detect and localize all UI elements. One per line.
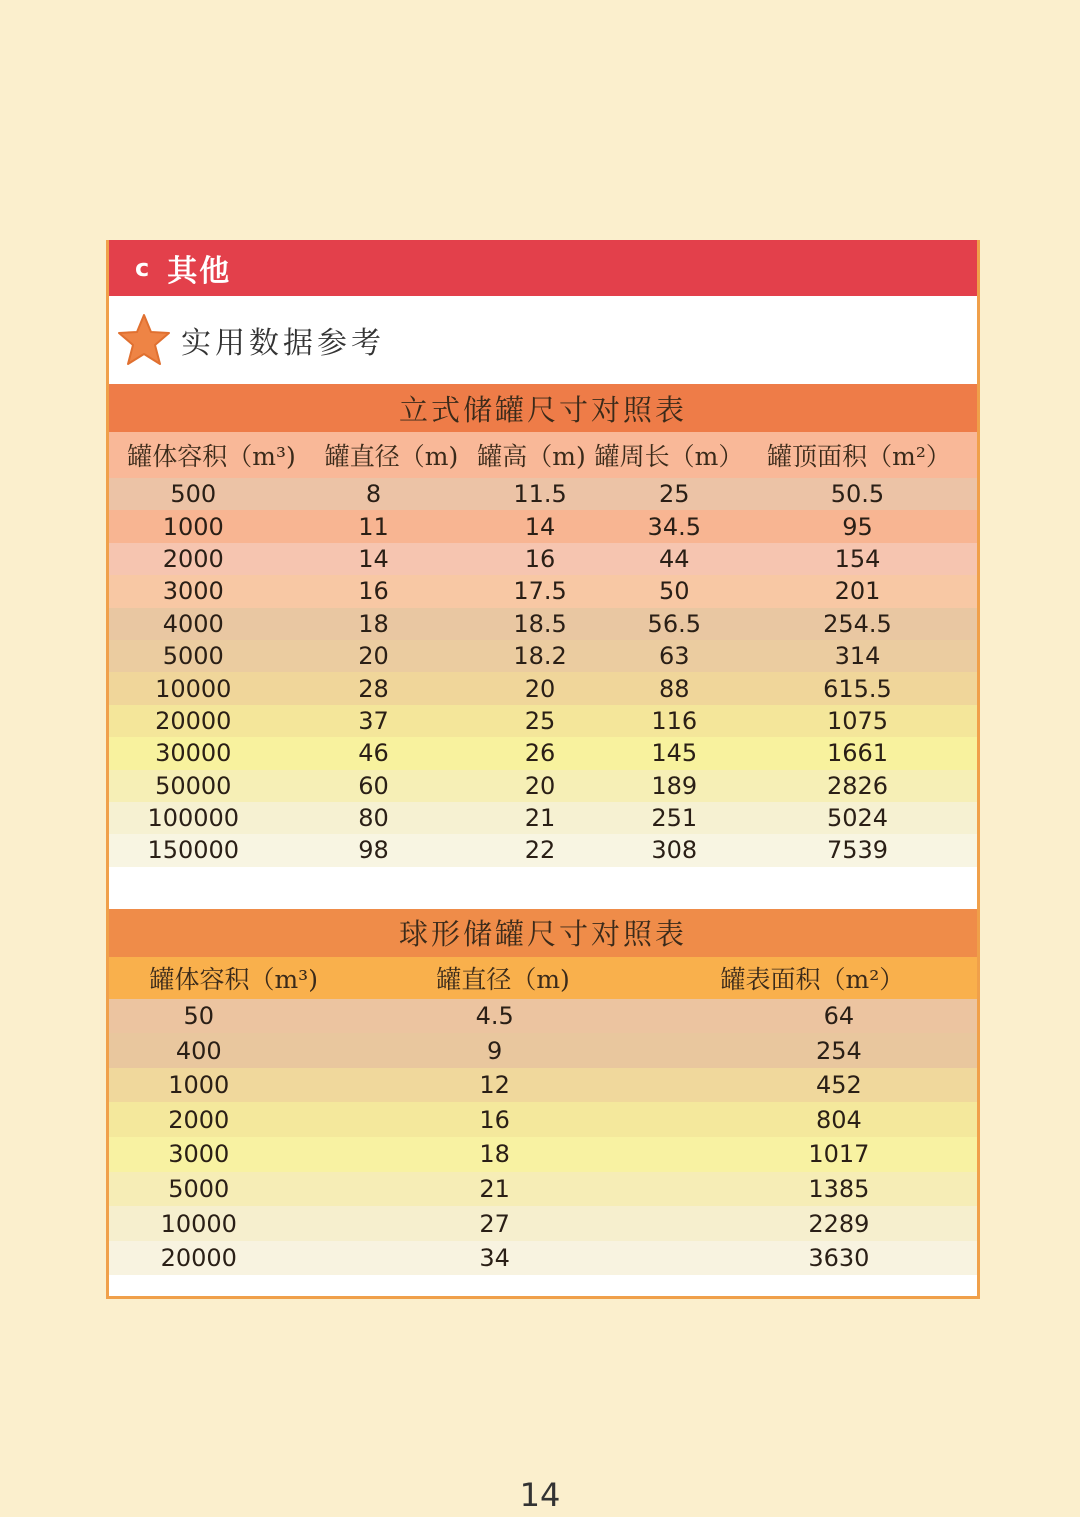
table-cell: 16: [524, 544, 556, 573]
table-cell: 16: [358, 577, 389, 606]
table-cell: 2289: [808, 1209, 870, 1238]
table-cell: 1075: [826, 706, 889, 735]
section-title: 其他: [167, 254, 232, 289]
table-cell: 63: [659, 642, 690, 671]
vertical-table-title: 立式储罐尺寸对照表: [109, 384, 977, 432]
vertical-table-body: [109, 478, 977, 867]
spherical-table-header: [109, 957, 977, 999]
table-cell: 20: [358, 642, 389, 671]
table-cell: 14: [358, 544, 389, 573]
section-letter: c: [135, 254, 150, 282]
table-cell: 3000: [162, 577, 224, 606]
table-cell: 34.5: [647, 512, 701, 541]
table-cell: 2000: [168, 1105, 230, 1134]
table-cell: 64: [823, 1001, 855, 1030]
table-cell: 37: [358, 706, 389, 735]
table-cell: 3630: [808, 1244, 870, 1273]
vertical-table-header: [109, 432, 977, 478]
header-surface-area: 罐表面积（m²）: [720, 964, 905, 994]
spherical-table-body: [109, 999, 977, 1276]
table-row: [109, 672, 977, 704]
vertical-tank-table: [109, 384, 977, 867]
table-cell: 100000: [147, 804, 240, 833]
table-cell: 27: [479, 1209, 510, 1238]
table-cell: 500: [170, 480, 217, 509]
header-circumference: 罐周长（m）: [594, 442, 744, 471]
table-cell: 26: [524, 739, 556, 768]
header-roof-area: 罐顶面积（m²）: [767, 442, 951, 471]
table-cell: 4.5: [475, 1001, 514, 1030]
table-cell: 7539: [826, 836, 889, 865]
table-cell: 150000: [147, 836, 240, 865]
table-cell: 254: [816, 1036, 862, 1065]
table-cell: 1000: [162, 512, 224, 541]
table-cell: 44: [659, 544, 690, 573]
star-icon: [117, 313, 171, 367]
table-cell: 18.2: [513, 642, 567, 671]
content-card: [106, 240, 980, 1299]
subheading-text: 实用数据参考: [181, 326, 385, 361]
table-cell: 452: [816, 1071, 862, 1100]
table-cell: 8: [365, 480, 382, 509]
table-row: [109, 999, 977, 1034]
header-volume: 罐体容积（m³): [127, 442, 296, 471]
table-cell: 50: [659, 577, 690, 606]
table-row: [109, 1137, 977, 1172]
table-row: [109, 1172, 977, 1207]
table-cell: 25: [524, 706, 556, 735]
table-cell: 314: [834, 642, 881, 671]
table-cell: 1661: [826, 739, 889, 768]
table-cell: 50: [183, 1001, 215, 1030]
table-cell: 28: [358, 674, 389, 703]
table-cell: 11: [358, 512, 389, 541]
table-cell: 201: [834, 577, 881, 606]
table-cell: 95: [842, 512, 873, 541]
header-diameter: 罐直径（m): [436, 964, 570, 994]
table-row: [109, 1068, 977, 1103]
table-cell: 56.5: [647, 609, 701, 638]
table-cell: 251: [651, 804, 698, 833]
table-cell: 18.5: [513, 609, 567, 638]
table-row: [109, 705, 977, 737]
table-row: [109, 834, 977, 866]
table-cell: 254.5: [823, 609, 892, 638]
table-cell: 4000: [162, 609, 224, 638]
table-row: [109, 543, 977, 575]
table-cell: 10000: [160, 1209, 237, 1238]
table-cell: 804: [816, 1105, 862, 1134]
header-diameter: 罐直径（m): [324, 442, 459, 471]
table-cell: 11.5: [513, 480, 567, 509]
table-cell: 5000: [168, 1174, 230, 1203]
table-row: [109, 802, 977, 834]
table-cell: 22: [524, 836, 556, 865]
table-cell: 14: [524, 512, 556, 541]
table-cell: 60: [358, 771, 389, 800]
table-cell: 3000: [168, 1140, 230, 1169]
table-cell: 2826: [826, 771, 889, 800]
table-row: [109, 1102, 977, 1137]
table-cell: 88: [659, 674, 690, 703]
table-cell: 308: [651, 836, 698, 865]
table-row: [109, 575, 977, 607]
table-row: [109, 608, 977, 640]
spherical-table-title: 球形储罐尺寸对照表: [109, 909, 977, 957]
table-cell: 20000: [160, 1244, 237, 1273]
table-row: [109, 1241, 977, 1276]
table-cell: 46: [358, 739, 389, 768]
table-cell: 12: [479, 1071, 510, 1100]
table-cell: 16: [479, 1105, 510, 1134]
table-row: [109, 510, 977, 542]
table-cell: 9: [487, 1036, 503, 1065]
table-cell: 400: [175, 1036, 222, 1065]
table-cell: 116: [651, 706, 698, 735]
table-row: [109, 737, 977, 769]
table-cell: 50000: [155, 771, 232, 800]
table-cell: 615.5: [823, 674, 892, 703]
table-cell: 154: [834, 544, 881, 573]
table-row: [109, 1033, 977, 1068]
table-cell: 34: [479, 1244, 510, 1273]
table-cell: 21: [524, 804, 556, 833]
table-cell: 25: [659, 480, 690, 509]
table-cell: 5024: [826, 804, 889, 833]
table-cell: 18: [479, 1140, 510, 1169]
subheading: [109, 296, 977, 384]
table-cell: 145: [651, 739, 698, 768]
page-number: 14: [519, 1476, 561, 1514]
table-cell: 20: [524, 771, 556, 800]
table-cell: 50.5: [830, 480, 885, 509]
table-cell: 5000: [162, 642, 224, 671]
table-row: [109, 640, 977, 672]
table-row: [109, 1206, 977, 1241]
table-cell: 1385: [808, 1174, 870, 1203]
table-cell: 17.5: [513, 577, 567, 606]
table-cell: 21: [479, 1174, 510, 1203]
table-cell: 30000: [155, 739, 232, 768]
table-spacer: [109, 867, 977, 909]
table-cell: 2000: [162, 544, 224, 573]
header-volume: 罐体容积（m³): [149, 964, 318, 994]
spherical-tank-table: [109, 909, 977, 1276]
table-cell: 20: [524, 674, 556, 703]
table-cell: 1000: [168, 1071, 230, 1100]
table-cell: 80: [358, 804, 389, 833]
table-row: [109, 478, 977, 510]
section-header: [109, 240, 977, 296]
table-cell: 18: [358, 609, 389, 638]
table-cell: 20000: [155, 706, 232, 735]
table-cell: 10000: [155, 674, 232, 703]
table-cell: 1017: [808, 1140, 870, 1169]
table-cell: 98: [358, 836, 389, 865]
table-row: [109, 770, 977, 802]
header-height: 罐高（m): [477, 442, 586, 471]
table-cell: 189: [651, 771, 698, 800]
